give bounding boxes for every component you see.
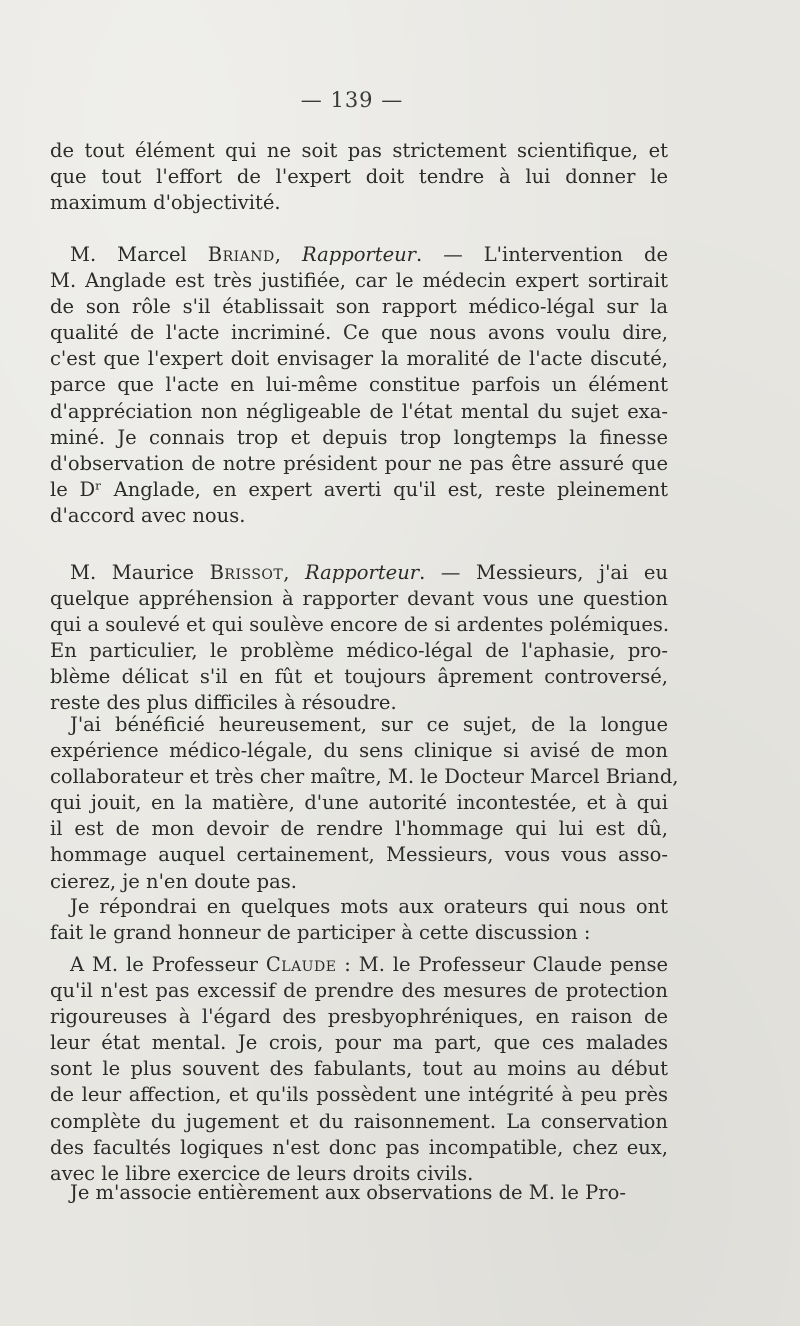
paragraph-briand <box>50 242 668 529</box>
text-line: parce que l'acte en lui-même constitue parfois un élément <box>50 373 668 397</box>
addressee-prefix: A M. le Professeur <box>70 953 266 976</box>
text-line: qui a soulevé et qui soulève encore de si ardentes polémiques. <box>50 613 670 637</box>
text-line: fait le grand honneur de participer à cette discussion : <box>50 921 591 945</box>
page-number: — 139 — <box>300 88 404 112</box>
text-line: sont le plus souvent des fabulants, tout au moins au début <box>50 1057 668 1081</box>
speaker-prefix: M. Marcel <box>70 243 208 266</box>
text-line: c'est que l'expert doit envisager la moralité de l'acte discuté, <box>50 347 668 371</box>
text-line: Je répondrai en quelques mots aux orateurs qui nous ont <box>70 895 668 918</box>
text-line: J'ai bénéficié heureusement, sur ce sujet, de la longue <box>70 713 668 736</box>
text-line: En particulier, le problème médico-légal de l'aphasie, pro- <box>50 639 668 663</box>
speaker-role: Rapporteur <box>305 561 420 584</box>
text-line: de tout élément qui ne soit pas strictement scientifique, et <box>50 139 668 162</box>
speaker-separator: , <box>283 561 306 584</box>
text-line: d'accord avec nous. <box>50 503 246 527</box>
speaker-line <box>50 560 668 586</box>
text-line: M. Anglade est très justifiée, car le médecin expert sortirait <box>50 269 668 293</box>
paragraph-4 <box>50 712 679 895</box>
speaker-line-rest: . — L'intervention de <box>416 243 668 266</box>
addressee-name: Claude <box>265 953 337 976</box>
text-line: complète du jugement et du raisonnement. La conservation <box>50 1109 668 1133</box>
text-line: de leur affection, et qu'ils possèdent une intégrité à peu près <box>50 1083 668 1107</box>
text-line: qu'il n'est pas excessif de prendre des mesures de protection <box>50 979 668 1003</box>
speaker-name: Briand <box>207 243 275 266</box>
text-line: que tout l'effort de l'expert doit tendre à lui donner le <box>50 165 668 189</box>
text-line: Je m'associe entièrement aux observations de M. le Pro- <box>70 1181 626 1204</box>
text-line: avec le libre exercice de leurs droits civils. <box>50 1161 474 1185</box>
text-line: qualité de l'acte incriminé. Ce que nous avons voulu dire, <box>50 321 668 345</box>
text-line: d'observation de notre président pour ne pas être assuré que <box>50 451 668 475</box>
text-line: blème délicat s'il en fût et toujours âprement controversé, <box>50 665 668 689</box>
text-line: cierez, je n'en doute pas. <box>50 869 297 893</box>
text-line: miné. Je connais trop et depuis trop longtemps la finesse <box>50 425 668 449</box>
text-line: le Dʳ Anglade, en expert averti qu'il est, reste pleinement <box>50 477 668 501</box>
paragraph-5 <box>50 894 668 946</box>
paragraph-claude <box>50 952 668 1187</box>
speaker-prefix: M. Maurice <box>70 561 210 584</box>
paragraph-1 <box>50 138 668 216</box>
text-line: qui jouit, en la matière, d'une autorité incontestée, et à qui <box>50 791 668 815</box>
speaker-separator: , <box>274 243 302 266</box>
text-line: collaborateur et très cher maître, M. le Docteur Marcel Briand, <box>50 765 679 789</box>
text-line: quelque appréhension à rapporter devant vous une question <box>50 587 668 611</box>
text-line: expérience médico-légale, du sens clinique si avisé de mon <box>50 739 668 763</box>
speaker-line-rest: . — Messieurs, j'ai eu <box>419 561 668 584</box>
speaker-line <box>50 242 668 268</box>
text-line: des facultés logiques n'est donc pas incompatible, chez eux, <box>50 1135 668 1159</box>
text-line: rigoureuses à l'égard des presbyophréniques, en raison de <box>50 1005 668 1029</box>
text-line: leur état mental. Je crois, pour ma part, que ces malades <box>50 1031 668 1055</box>
speaker-role: Rapporteur <box>301 243 417 266</box>
text-line: de son rôle s'il établissait son rapport médico-légal sur la <box>50 295 668 319</box>
speaker-name: Brissot <box>209 561 284 584</box>
paragraph-7 <box>50 1180 668 1206</box>
text-line: d'appréciation non négligeable de l'état mental du sujet exa- <box>50 399 668 423</box>
text-line: reste des plus difficiles à résoudre. <box>50 691 397 715</box>
paragraph-brissot <box>50 560 668 717</box>
addressee-line <box>50 952 668 978</box>
text-line: hommage auquel certainement, Messieurs, vous vous asso- <box>50 843 668 867</box>
text-line: maximum d'objectivité. <box>50 191 281 215</box>
text-line: il est de mon devoir de rendre l'hommage qui lui est dû, <box>50 817 668 841</box>
addressee-line-rest: : M. le Professeur Claude pense <box>336 953 668 976</box>
